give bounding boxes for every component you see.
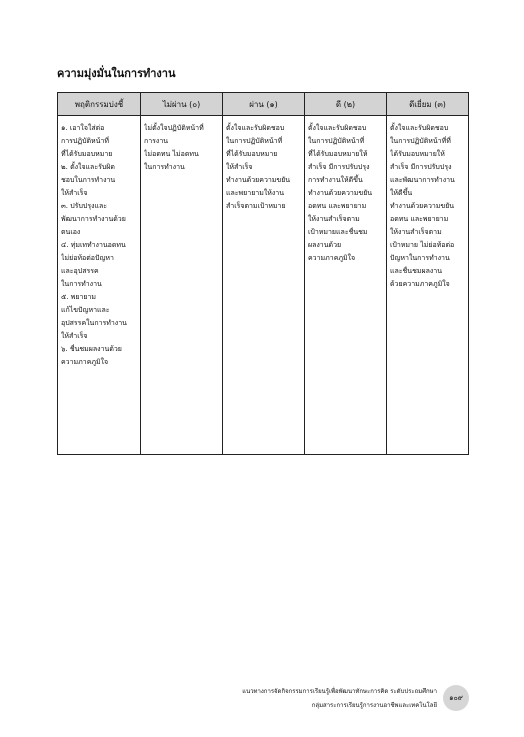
cell-line: และชื่นชมผลงาน xyxy=(390,267,442,275)
cell-line: ในการทำงาน xyxy=(61,280,102,288)
cell-line: เป้าหมายและชื่นชม xyxy=(308,228,368,236)
cell-line: สำเร็จ มีการปรับปรุง xyxy=(308,163,370,171)
section-title: ความมุ่งมั่นในการทำงาน xyxy=(57,67,176,80)
table-header-row xyxy=(58,93,469,116)
cell-line: ที่ได้รับมอบหมาย xyxy=(226,150,278,158)
cell-line: ตั้งใจและรับผิดชอบ xyxy=(226,124,285,132)
cell-line: ๖. ชื่นชมผลงานด้วย xyxy=(61,345,122,353)
cell-line: ได้รับมอบหมายให้ xyxy=(390,150,445,158)
cell-line: ในการปฏิบัติหน้าที่ xyxy=(308,137,365,145)
cell-line: อดทน และพยายาม xyxy=(308,202,367,210)
cell-line: อดทน และพยายาม xyxy=(390,215,449,223)
cell-pass xyxy=(223,116,305,455)
header-indicators: พฤติกรรมบ่งชี้ xyxy=(58,93,141,116)
cell-line: ให้งานสำเร็จตาม xyxy=(308,215,360,223)
cell-line: ให้สำเร็จ xyxy=(61,332,88,340)
cell-line: และพยายามให้งาน xyxy=(226,189,285,197)
cell-line: ให้สำเร็จ xyxy=(226,163,253,171)
header-pass: ผ่าน (๑) xyxy=(223,93,305,116)
cell-line: ตนเอง xyxy=(61,228,81,236)
cell-line: ไม่ตั้งใจปฏิบัติหน้าที่ xyxy=(144,124,204,132)
cell-line: พัฒนาการทำงานด้วย xyxy=(61,215,126,223)
cell-line: ๔. ทุ่มเททำงานอดทน xyxy=(61,241,126,249)
cell-line: ที่ได้รับมอบหมายให้ xyxy=(308,150,368,158)
page-number-badge: ๑๐๙ xyxy=(443,685,469,711)
cell-line: ไม่อดทน ไม่อดทน xyxy=(144,150,199,158)
cell-line: ให้ดีขึ้น xyxy=(390,189,413,197)
footer-subject-group: กลุ่มสาระการเรียนรู้การงานอาชีพและเทคโนโลยี xyxy=(311,702,437,709)
cell-line: ๓. ปรับปรุงและ xyxy=(61,202,108,210)
cell-line: ตั้งใจและรับผิดชอบ xyxy=(390,124,449,132)
cell-line: และพัฒนาการทำงาน xyxy=(390,176,455,184)
cell-line: ที่ได้รับมอบหมาย xyxy=(61,150,113,158)
cell-line: การทำงานให้ดีขึ้น xyxy=(308,176,363,184)
footer-book-title: แนวทางการจัดกิจกรรมการเรียนรู้เพื่อพัฒนาทักษะการคิด ระดับประถมศึกษา xyxy=(242,688,437,695)
cell-line: ทำงานด้วยความขยัน xyxy=(308,189,373,197)
cell-line: ความภาคภูมิใจ xyxy=(308,254,356,262)
cell-line: สำเร็จตามเป้าหมาย xyxy=(226,202,286,210)
table-row xyxy=(58,116,469,455)
cell-line: ในการปฏิบัติหน้าที่ที่ xyxy=(390,137,451,145)
cell-line: แก้ไขปัญหาและ xyxy=(61,306,110,314)
cell-indicators xyxy=(58,116,141,455)
cell-line: เป้าหมาย ไม่ย่อท้อต่อ xyxy=(390,241,455,249)
cell-line: ในการทำงาน xyxy=(144,163,185,171)
cell-line: ไม่ย่อท้อต่อปัญหา xyxy=(61,254,114,262)
cell-line: การงาน xyxy=(144,137,169,145)
cell-excellent xyxy=(387,116,469,455)
cell-line: ทำงานด้วยความขยัน xyxy=(390,202,455,210)
cell-line: ชอบในการทำงาน xyxy=(61,176,116,184)
cell-line: ให้สำเร็จ xyxy=(61,189,88,197)
cell-line: ผลงานด้วย xyxy=(308,241,342,249)
cell-line: ความภาคภูมิใจ xyxy=(61,358,109,366)
cell-line: ๒. ตั้งใจและรับผิด xyxy=(61,163,115,171)
cell-line: ในการปฏิบัติหน้าที่ xyxy=(226,137,283,145)
cell-line: ๑. เอาใจใส่ต่อ xyxy=(61,124,105,132)
cell-line: ๕. พยายาม xyxy=(61,293,97,301)
cell-line: และอุปสรรค xyxy=(61,267,99,275)
cell-line: ทำงานด้วยความขยัน xyxy=(226,176,291,184)
assessment-rubric-table xyxy=(57,92,469,455)
cell-good xyxy=(305,116,387,455)
cell-line: การปฏิบัติหน้าที่ xyxy=(61,137,110,145)
cell-line: อุปสรรคในการทำงาน xyxy=(61,319,127,327)
cell-line: ด้วยความภาคภูมิใจ xyxy=(390,280,450,288)
header-excellent: ดีเยี่ยม (๓) xyxy=(387,93,469,116)
cell-line: ปัญหาในการทำงาน xyxy=(390,254,450,262)
cell-line: สำเร็จ มีการปรับปรุง xyxy=(390,163,452,171)
header-good: ดี (๒) xyxy=(305,93,387,116)
cell-line: ตั้งใจและรับผิดชอบ xyxy=(308,124,367,132)
cell-line: ให้งานสำเร็จตาม xyxy=(390,228,442,236)
header-fail: ไม่ผ่าน (๐) xyxy=(141,93,223,116)
cell-fail xyxy=(141,116,223,455)
